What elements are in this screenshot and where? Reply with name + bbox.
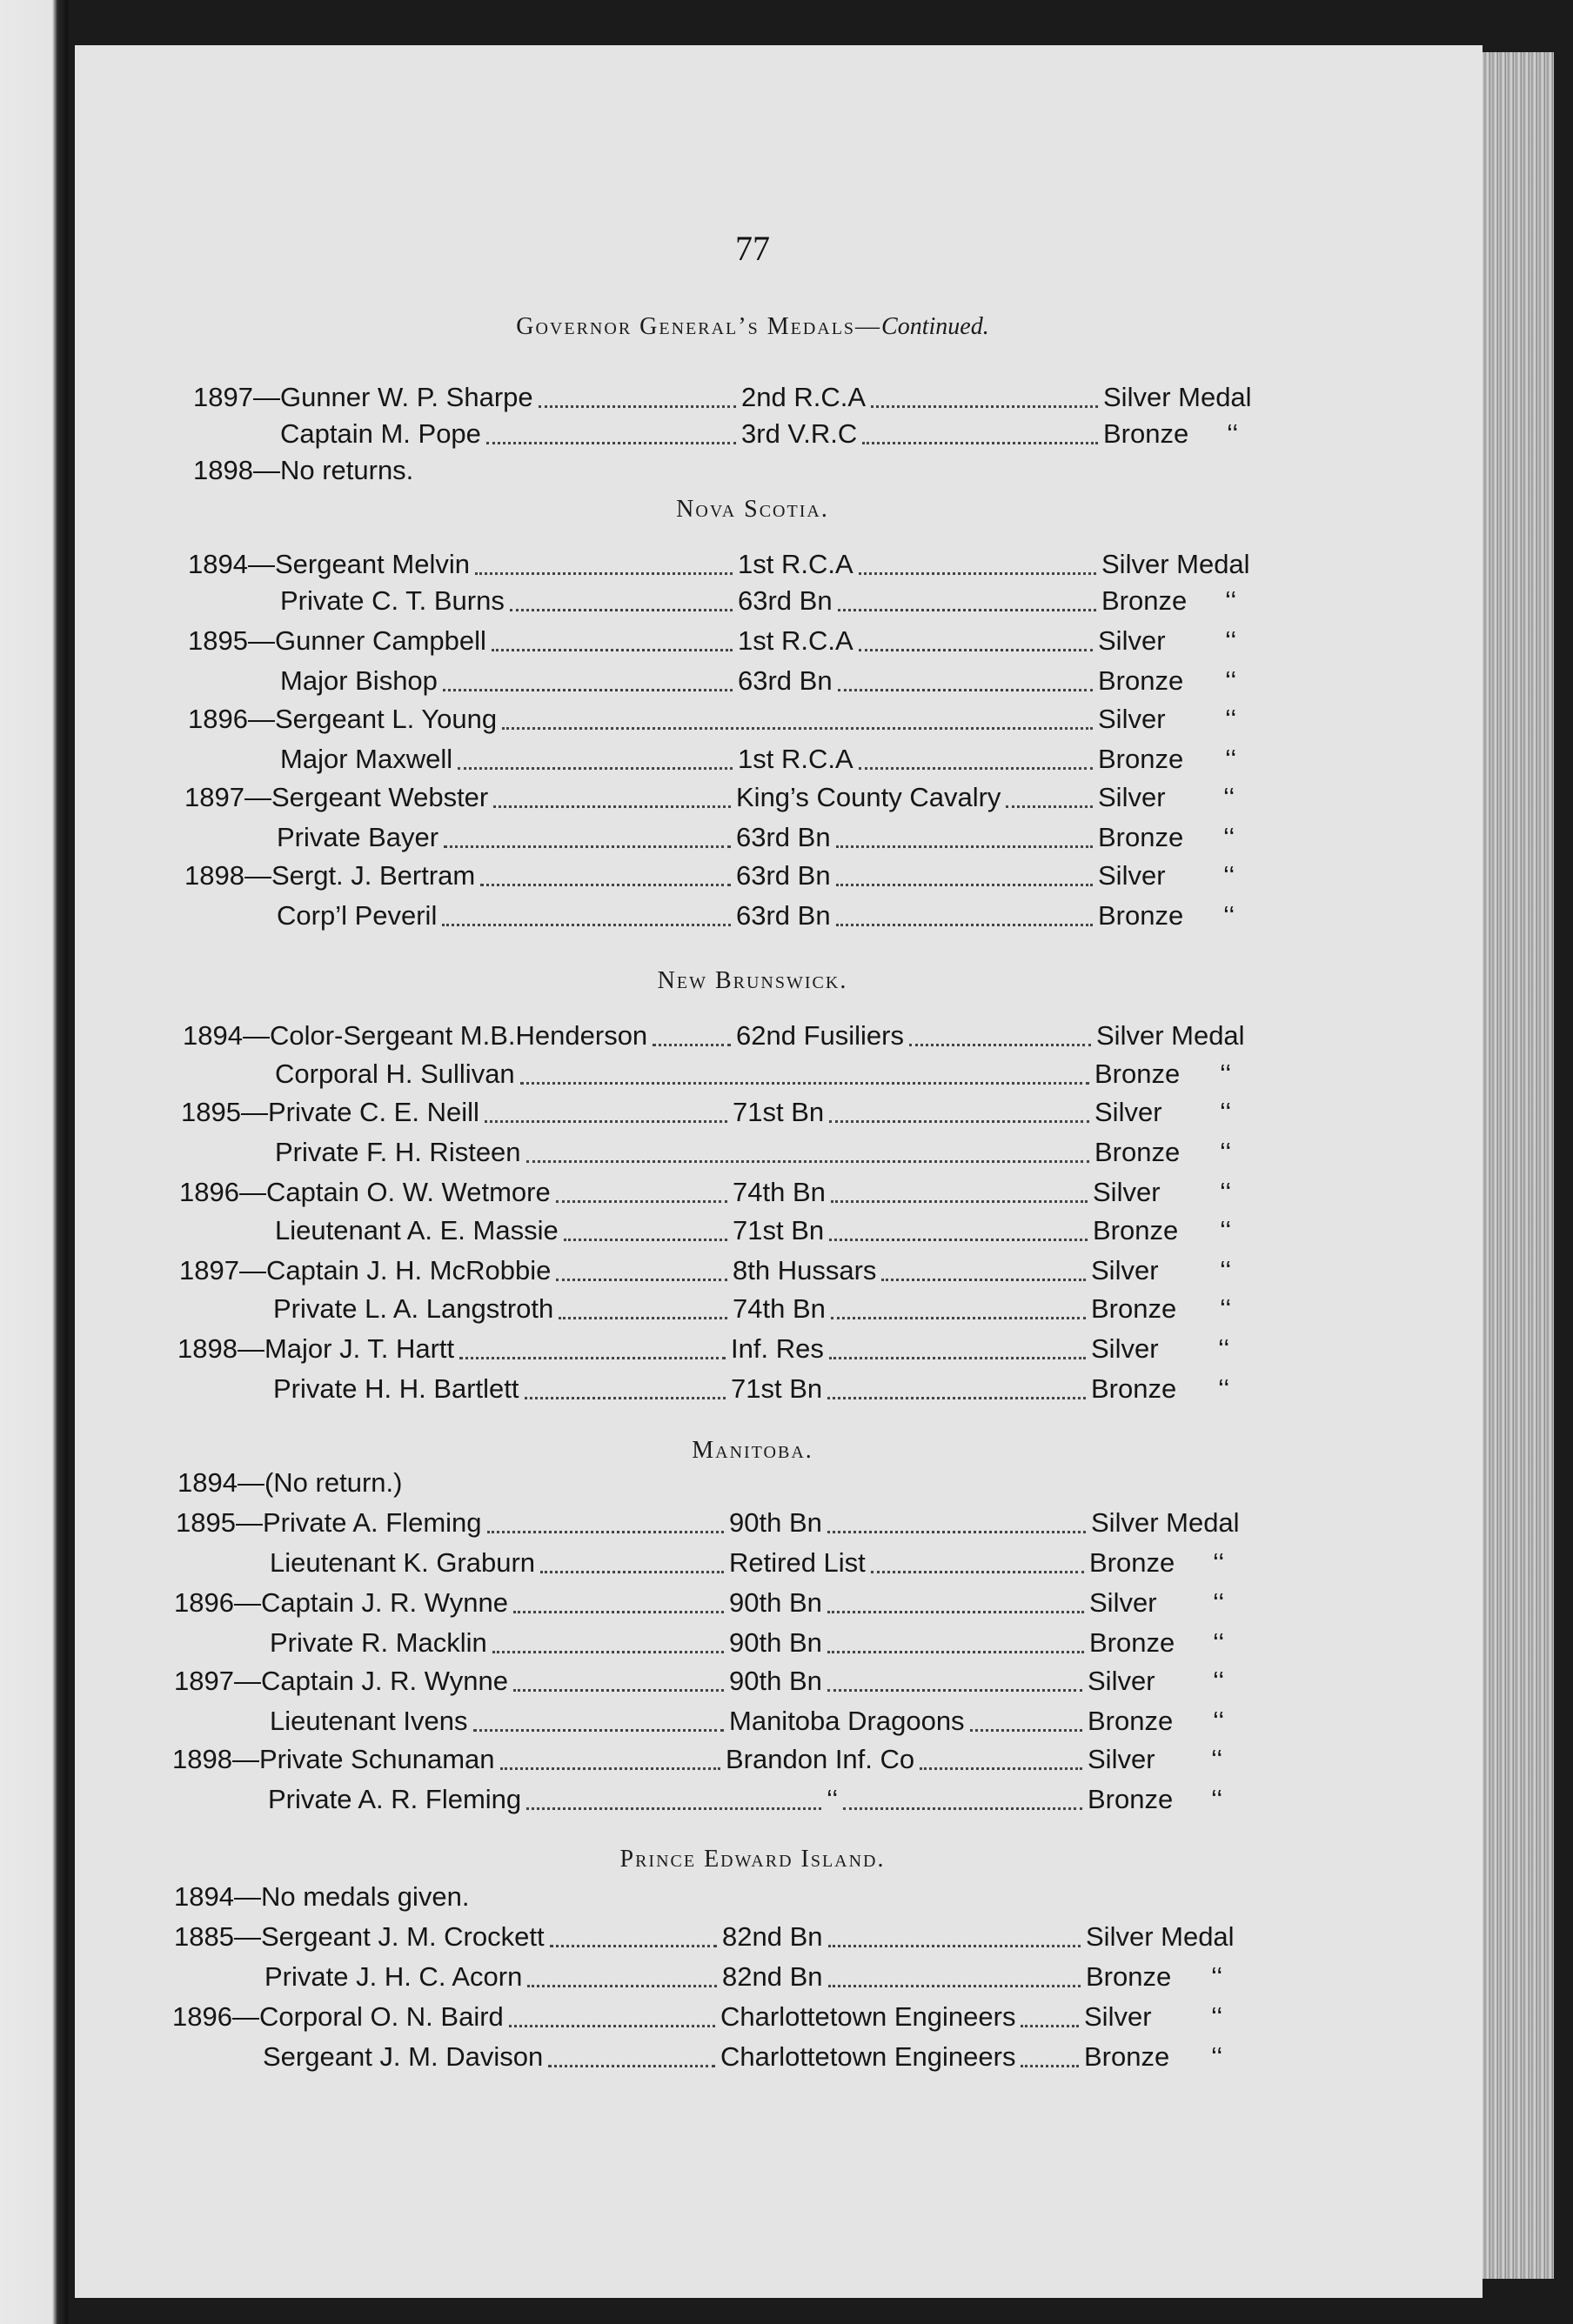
ditto-mark: ‘‘: [1220, 1137, 1232, 1167]
recipient-name: Private J. H. C. Acorn: [264, 1961, 523, 1992]
leader-dots: [527, 1985, 717, 1987]
heading-title: Governor General’s Medals—: [516, 313, 882, 340]
medal-entry-row: [0, 1625, 1479, 1661]
leader-dots: [526, 1807, 821, 1810]
page-stack-edge: [1483, 52, 1554, 2279]
unit-name: 1st R.C.A: [738, 625, 853, 656]
leader-dots: [556, 1279, 727, 1281]
medal-type: Silver: [1084, 2001, 1152, 2032]
medal-entry-row: [0, 1545, 1479, 1581]
recipient-name: Major Bishop: [280, 665, 438, 696]
medal-type: Bronze: [1093, 1215, 1179, 1245]
medal-type: Bronze: [1086, 1961, 1172, 1992]
leader-dots: [559, 1317, 727, 1319]
recipient-name: 1896—Captain J. R. Wynne: [174, 1587, 508, 1618]
leader-dots: [502, 727, 1093, 730]
leader-dots: [831, 1200, 1088, 1203]
recipient-name: 1898—Private Schunaman: [172, 1744, 495, 1774]
ditto-mark: ‘‘: [1213, 1587, 1225, 1618]
recipient-name: 1896—Corporal O. N. Baird: [172, 2001, 504, 2032]
leader-dots: [480, 884, 731, 886]
medal-entry-row: [0, 452, 1479, 489]
leader-dots: [827, 1397, 1086, 1399]
medal-type: Bronze: [1088, 1784, 1174, 1814]
unit-name: 62nd Fusiliers: [736, 1020, 904, 1051]
unit-name: 71st Bn: [731, 1373, 823, 1404]
leader-dots: [526, 1160, 1089, 1163]
leader-dots: [828, 1945, 1081, 1947]
ditto-mark: ‘‘: [1213, 1547, 1225, 1578]
leader-dots: [444, 845, 731, 848]
medal-type: Silver Medal: [1086, 1921, 1235, 1952]
ditto-mark: ‘‘: [1218, 1373, 1230, 1404]
medal-type: Bronze: [1089, 1627, 1175, 1658]
recipient-name: Lieutenant A. E. Massie: [275, 1215, 559, 1245]
unit-name: 2nd R.C.A: [741, 382, 867, 412]
ditto-mark: ‘‘: [1218, 1333, 1230, 1364]
leader-dots: [836, 924, 1093, 926]
medal-entry-row: [0, 1134, 1479, 1171]
leader-dots: [862, 442, 1098, 444]
medal-type: Bronze: [1098, 744, 1184, 774]
medal-entry-row: [0, 1663, 1479, 1700]
recipient-name: Private Bayer: [277, 822, 439, 852]
medal-entry-row: [0, 546, 1479, 583]
ditto-mark: ‘‘: [1211, 2001, 1223, 2032]
unit-name: 63rd Bn: [736, 900, 831, 931]
leader-dots: [859, 767, 1093, 770]
leader-dots: [509, 2025, 715, 2027]
unit-name: 90th Bn: [729, 1587, 822, 1618]
leader-dots: [970, 1729, 1082, 1732]
medal-entry-row: [0, 623, 1479, 659]
medal-entry-row: [0, 898, 1479, 934]
leader-dots: [920, 1767, 1082, 1770]
unit-name: ‘‘: [827, 1784, 839, 1814]
unit-name: 63rd Bn: [738, 665, 833, 696]
leader-dots: [829, 1120, 1089, 1123]
leader-dots: [1006, 805, 1093, 808]
medal-type: Silver Medal: [1091, 1507, 1240, 1538]
leader-dots: [836, 845, 1093, 848]
unit-name: 90th Bn: [729, 1507, 822, 1538]
leader-dots: [458, 767, 733, 770]
leader-dots: [871, 1571, 1084, 1573]
leader-dots: [838, 609, 1096, 611]
medal-entry-row: [0, 1585, 1479, 1621]
recipient-name: Private C. T. Burns: [280, 585, 505, 616]
medal-entry-row: [0, 663, 1479, 699]
unit-name: 82nd Bn: [722, 1921, 823, 1952]
recipient-name: 1896—Sergeant L. Young: [188, 704, 498, 734]
leader-dots: [829, 1239, 1088, 1241]
leader-dots: [881, 1279, 1086, 1281]
medal-type: Silver: [1091, 1255, 1159, 1286]
leader-dots: [443, 689, 733, 691]
unit-name: Retired List: [729, 1547, 866, 1578]
ditto-mark: ‘‘: [1220, 1255, 1232, 1286]
leader-dots: [827, 1531, 1086, 1533]
recipient-name: 1885—Sergeant J. M. Crockett: [174, 1921, 545, 1952]
recipient-name: 1894—(No return.): [177, 1467, 403, 1498]
medal-type: Bronze: [1103, 418, 1189, 449]
leader-dots: [827, 1651, 1084, 1653]
ditto-mark: ‘‘: [1220, 1097, 1232, 1127]
ditto-mark: ‘‘: [1223, 822, 1235, 852]
medal-entry-row: [0, 1741, 1479, 1778]
leader-dots: [525, 1397, 726, 1399]
leader-dots: [829, 1357, 1086, 1359]
leader-dots: [487, 1531, 724, 1533]
medal-entry-row: [0, 1879, 1479, 1915]
medal-type: Silver: [1088, 1744, 1155, 1774]
medal-type: Silver: [1098, 704, 1166, 734]
leader-dots: [564, 1239, 727, 1241]
leader-dots: [459, 1357, 726, 1359]
medal-entry-row: [0, 1371, 1479, 1407]
ditto-mark: ‘‘: [1211, 1961, 1223, 1992]
unit-name: 74th Bn: [733, 1293, 826, 1324]
leader-dots: [548, 2065, 715, 2067]
recipient-name: Corporal H. Sullivan: [275, 1058, 515, 1089]
leader-dots: [838, 689, 1093, 691]
recipient-name: Private L. A. Langstroth: [273, 1293, 554, 1324]
unit-name: Brandon Inf. Co: [726, 1744, 915, 1774]
unit-name: 63rd Bn: [736, 822, 831, 852]
recipient-name: 1897—Sergeant Webster: [184, 782, 489, 812]
leader-dots: [843, 1807, 1082, 1810]
leader-dots: [859, 649, 1093, 651]
ditto-mark: ‘‘: [1220, 1177, 1232, 1207]
leader-dots: [492, 1651, 724, 1653]
leader-dots: [539, 405, 736, 408]
medal-entry-row: [0, 1959, 1479, 1995]
recipient-name: 1897—Gunner W. P. Sharpe: [193, 382, 533, 412]
recipient-name: Lieutenant Ivens: [270, 1706, 468, 1736]
unit-name: 63rd Bn: [738, 585, 833, 616]
ditto-mark: ‘‘: [1223, 860, 1235, 891]
ditto-mark: ‘‘: [1225, 744, 1237, 774]
leader-dots: [831, 1317, 1086, 1319]
recipient-name: 1897—Captain J. H. McRobbie: [179, 1255, 552, 1286]
leader-dots: [827, 1689, 1082, 1692]
medal-type: Silver: [1089, 1587, 1157, 1618]
medal-type: Silver: [1098, 625, 1166, 656]
medal-entry-row: [0, 701, 1479, 738]
medal-type: Bronze: [1094, 1058, 1181, 1089]
leader-dots: [827, 1611, 1084, 1613]
medal-type: Silver: [1093, 1177, 1161, 1207]
ditto-mark: ‘‘: [1220, 1058, 1232, 1089]
leader-dots: [909, 1044, 1091, 1046]
unit-name: 1st R.C.A: [738, 549, 853, 579]
medal-type: Bronze: [1091, 1293, 1177, 1324]
leader-dots: [513, 1689, 724, 1692]
recipient-name: Sergeant J. M. Davison: [263, 2041, 544, 2072]
medal-entry-row: [0, 1781, 1479, 1818]
medal-entry-row: [0, 416, 1479, 452]
unit-name: Charlottetown Engineers: [720, 2001, 1016, 2032]
ditto-mark: ‘‘: [1211, 1784, 1223, 1814]
section-heading-pei: Prince Edward Island.: [619, 1846, 886, 1873]
recipient-name: 1895—Private A. Fleming: [176, 1507, 482, 1538]
medal-entry-row: [0, 1056, 1479, 1092]
medal-entry-row: [0, 1703, 1479, 1740]
unit-name: King’s County Cavalry: [736, 782, 1001, 812]
medal-type: Bronze: [1098, 822, 1184, 852]
medal-entry-row: [0, 1252, 1479, 1289]
unit-name: Charlottetown Engineers: [720, 2041, 1016, 2072]
section-heading-nova-scotia: Nova Scotia.: [676, 496, 829, 523]
ditto-mark: ‘‘: [1227, 418, 1239, 449]
medal-entry-row: [0, 1465, 1479, 1501]
ditto-mark: ‘‘: [1211, 1744, 1223, 1774]
medal-entry-row: [0, 1212, 1479, 1249]
recipient-name: Major Maxwell: [280, 744, 453, 774]
leader-dots: [486, 442, 736, 444]
medal-type: Bronze: [1088, 1706, 1174, 1736]
medal-type: Silver Medal: [1101, 549, 1250, 579]
ditto-mark: ‘‘: [1223, 782, 1235, 812]
leader-dots: [550, 1945, 717, 1947]
medal-entry-row: [0, 779, 1479, 816]
medal-type: Silver: [1094, 1097, 1162, 1127]
medal-type: Bronze: [1098, 665, 1184, 696]
unit-name: 74th Bn: [733, 1177, 826, 1207]
recipient-name: 1896—Captain O. W. Wetmore: [179, 1177, 551, 1207]
unit-name: 1st R.C.A: [738, 744, 853, 774]
leader-dots: [473, 1729, 724, 1732]
leader-dots: [653, 1044, 731, 1046]
section-heading-new-brunswick: New Brunswick.: [657, 967, 848, 994]
leader-dots: [500, 1767, 720, 1770]
medal-entry-row: [0, 1999, 1479, 2035]
medal-entry-row: [0, 1331, 1479, 1367]
leader-dots: [510, 609, 733, 611]
medal-type: Bronze: [1091, 1373, 1177, 1404]
medal-type: Silver: [1098, 782, 1166, 812]
unit-name: Inf. Res: [731, 1333, 824, 1364]
unit-name: 3rd V.R.C: [741, 418, 858, 449]
ditto-mark: ‘‘: [1220, 1215, 1232, 1245]
unit-name: 90th Bn: [729, 1666, 822, 1696]
medal-entry-row: [0, 1291, 1479, 1327]
medal-entry-row: [0, 819, 1479, 856]
heading-continued: Continued.: [881, 313, 989, 340]
recipient-name: 1898—Sergt. J. Bertram: [184, 860, 476, 891]
unit-name: 82nd Bn: [722, 1961, 823, 1992]
recipient-name: 1898—Major J. T. Hartt: [177, 1333, 455, 1364]
leader-dots: [836, 884, 1093, 886]
ditto-mark: ‘‘: [1225, 625, 1237, 656]
medal-entry-row: [0, 1174, 1479, 1211]
ditto-mark: ‘‘: [1225, 665, 1237, 696]
medal-type: Silver Medal: [1103, 382, 1252, 412]
medal-entry-row: [0, 1505, 1479, 1541]
ditto-mark: ‘‘: [1223, 900, 1235, 931]
recipient-name: 1894—No medals given.: [174, 1881, 470, 1912]
leader-dots: [540, 1571, 724, 1573]
leader-dots: [475, 572, 733, 575]
medal-entry-row: [0, 1094, 1479, 1131]
ditto-mark: ‘‘: [1213, 1666, 1225, 1696]
recipient-name: Corp’l Peveril: [277, 900, 438, 931]
recipient-name: 1897—Captain J. R. Wynne: [174, 1666, 508, 1696]
medal-entry-row: [0, 741, 1479, 778]
medal-type: Bronze: [1101, 585, 1188, 616]
recipient-name: 1895—Private C. E. Neill: [181, 1097, 479, 1127]
medal-type: Bronze: [1084, 2041, 1170, 2072]
recipient-name: Captain M. Pope: [280, 418, 481, 449]
medal-entry-row: [0, 379, 1479, 416]
leader-dots: [520, 1082, 1089, 1085]
leader-dots: [1021, 2025, 1079, 2027]
leader-dots: [859, 572, 1096, 575]
leader-dots: [485, 1120, 727, 1123]
medal-type: Silver: [1098, 860, 1166, 891]
medal-entry-row: [0, 1919, 1479, 1955]
recipient-name: 1895—Gunner Campbell: [188, 625, 486, 656]
recipient-name: 1898—No returns.: [193, 455, 414, 485]
medal-type: Silver Medal: [1096, 1020, 1245, 1051]
ditto-mark: ‘‘: [1225, 585, 1237, 616]
leader-dots: [492, 649, 733, 651]
leader-dots: [493, 805, 731, 808]
ditto-mark: ‘‘: [1220, 1293, 1232, 1324]
leader-dots: [1021, 2065, 1079, 2067]
unit-name: 71st Bn: [733, 1215, 825, 1245]
recipient-name: Private R. Macklin: [270, 1627, 487, 1658]
section-heading-manitoba: Manitoba.: [692, 1437, 813, 1464]
medal-type: Bronze: [1094, 1137, 1181, 1167]
unit-name: Manitoba Dragoons: [729, 1706, 965, 1736]
medal-type: Silver: [1091, 1333, 1159, 1364]
leader-dots: [828, 1985, 1081, 1987]
medal-entry-row: [0, 583, 1479, 619]
recipient-name: Lieutenant K. Graburn: [270, 1547, 536, 1578]
leader-dots: [442, 924, 731, 926]
medal-entry-row: [0, 2039, 1479, 2075]
leader-dots: [513, 1611, 724, 1613]
medal-type: Bronze: [1098, 900, 1184, 931]
ditto-mark: ‘‘: [1213, 1706, 1225, 1736]
unit-name: 90th Bn: [729, 1627, 822, 1658]
ditto-mark: ‘‘: [1225, 704, 1237, 734]
recipient-name: Private H. H. Bartlett: [273, 1373, 519, 1404]
recipient-name: Private F. H. Risteen: [275, 1137, 521, 1167]
medal-entry-row: [0, 1018, 1479, 1054]
recipient-name: 1894—Color-Sergeant M.B.Henderson: [183, 1020, 648, 1051]
unit-name: 71st Bn: [733, 1097, 825, 1127]
page-number: 77: [735, 229, 770, 268]
leader-dots: [556, 1200, 727, 1203]
recipient-name: 1894—Sergeant Melvin: [188, 549, 470, 579]
page-heading: [0, 313, 1505, 341]
medal-entry-row: [0, 858, 1479, 894]
medal-type: Bronze: [1089, 1547, 1175, 1578]
recipient-name: Private A. R. Fleming: [268, 1784, 522, 1814]
unit-name: 8th Hussars: [733, 1255, 877, 1286]
leader-dots: [871, 405, 1098, 408]
ditto-mark: ‘‘: [1213, 1627, 1225, 1658]
medal-type: Silver: [1088, 1666, 1155, 1696]
unit-name: 63rd Bn: [736, 860, 831, 891]
ditto-mark: ‘‘: [1211, 2041, 1223, 2072]
